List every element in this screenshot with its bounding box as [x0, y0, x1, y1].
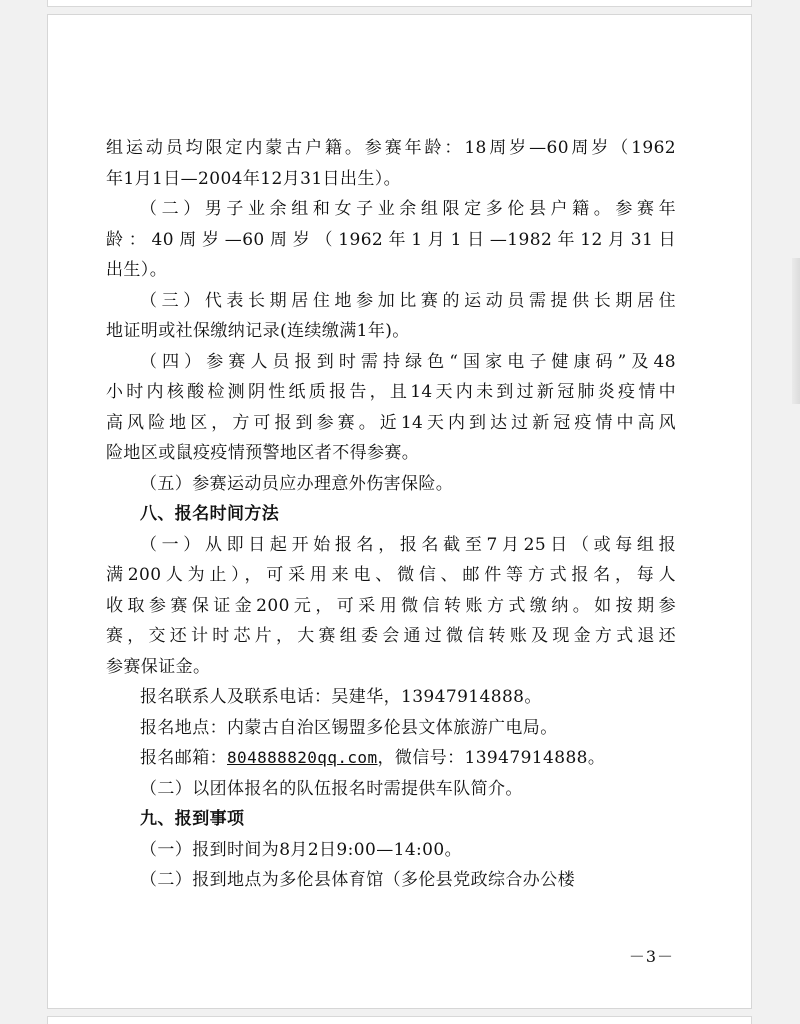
document-body: [106, 133, 676, 896]
previous-page-edge: [47, 0, 752, 7]
text-line: （三）代表长期居住地参加比赛的运动员需提供长期居住: [140, 290, 676, 311]
text-line: 高风险地区，方可报到参赛。近14天内到达过新冠疫情中高风: [106, 412, 676, 433]
contact-line: 报名联系人及联系电话：吴建华，13947914888。: [140, 687, 542, 707]
text-line: （二）男子业余组和女子业余组限定多伦县户籍。参赛年: [140, 199, 676, 219]
email-label: 报名邮箱：: [140, 748, 227, 768]
scrollbar-thumb[interactable]: [792, 258, 800, 404]
text-line: （二）报到地点为多伦县体育馆（多伦县党政综合办公楼: [140, 870, 575, 890]
text-line: 组运动员均限定内蒙古户籍。参赛年龄：18周岁—60周岁（1962: [106, 138, 676, 158]
text-line: 赛，交还计时芯片，大赛组委会通过微信转账及现金方式退还: [106, 626, 676, 646]
text-line: 地证明或社保缴纳记录(连续缴满1年)。: [106, 321, 410, 341]
email-link[interactable]: 804888820qq.com: [227, 748, 378, 767]
text-line: 年1月1日—2004年12月31日出生）。: [106, 168, 402, 189]
section-heading-registration: 八、报名时间方法: [140, 504, 280, 524]
text-line: （二）以团体报名的队伍报名时需提供车队简介。: [140, 778, 523, 799]
email-line: [106, 743, 676, 774]
wechat-text: ，微信号：13947914888。: [377, 748, 606, 768]
text-line: （四）参赛人员报到时需持绿色“国家电子健康码”及48: [140, 351, 676, 372]
section-heading-checkin: 九、报到事项: [140, 809, 245, 829]
text-line: 参赛保证金。: [106, 656, 211, 677]
text-line: 收取参赛保证金200元，可采用微信转账方式缴纳。如按期参: [106, 595, 676, 616]
text-line: 满200人为止），可采用来电、微信、邮件等方式报名，每人: [106, 565, 676, 585]
next-page-edge: [47, 1016, 752, 1024]
text-line: 龄：40周岁—60周岁（1962年1月1日—1982年12月31日: [106, 229, 676, 250]
location-line: 报名地点：内蒙古自治区锡盟多伦县文体旅游广电局。: [140, 717, 558, 738]
text-line: （一）从即日起开始报名，报名截至7月25日（或每组报: [140, 534, 676, 555]
text-line: 出生）。: [106, 260, 168, 280]
text-line: 险地区或鼠疫疫情预警地区者不得参赛。: [106, 443, 420, 463]
text-line: （一）报到时间为8月2日9:00—14:00。: [140, 839, 462, 860]
page-number: －3－: [628, 947, 674, 966]
text-line: 小时内核酸检测阴性纸质报告，且14天内未到过新冠肺炎疫情中: [106, 382, 676, 402]
text-line: （五）参赛运动员应办理意外伤害保险。: [140, 473, 454, 494]
